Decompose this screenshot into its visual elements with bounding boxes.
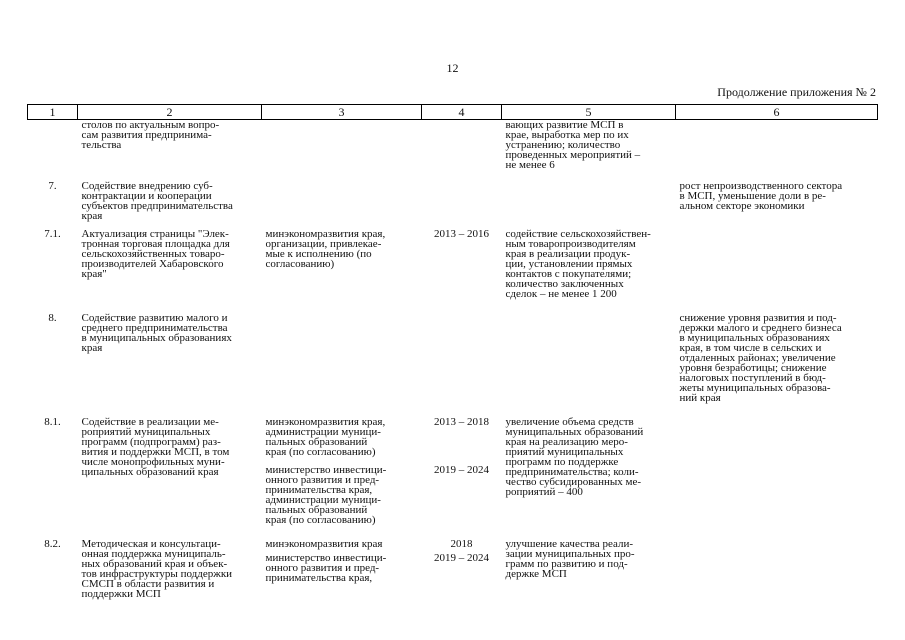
row-executor bbox=[262, 417, 422, 539]
row-years bbox=[422, 539, 502, 609]
row-number: 8. bbox=[48, 311, 57, 324]
row-years bbox=[422, 417, 502, 539]
row-result bbox=[502, 181, 676, 229]
row-executor-primary: минэкономразвития края bbox=[265, 537, 383, 550]
table-row bbox=[28, 120, 878, 181]
row-activity: столов по актуальным вопро- сам развития предпринима- тельства bbox=[81, 119, 220, 151]
table-row bbox=[28, 181, 878, 229]
row-activity: Содействие в реализации ме- роприятий муниципальных программ (подпрограмм) раз- вития и поддержки МСП, в том числе монопрофильных муни- ципальных образований края bbox=[81, 415, 230, 478]
row-result: увеличение объема средств муниципальных образований края на реализацию меро- приятий муниципальных программ по поддержке предпринимательства; коли- чество субсидированных ме- роприятий – 400 bbox=[505, 415, 644, 498]
row-effect bbox=[676, 539, 878, 609]
row-number: 8.1. bbox=[44, 415, 61, 428]
row-years: 2013 – 2016 bbox=[434, 227, 489, 240]
row-activity: Актуализация страницы "Элек- тронная торговая площадка для сельскохозяйственных товаро- производителей Хабаровского края" bbox=[81, 227, 230, 280]
row-number: 8.2. bbox=[44, 537, 61, 550]
row-number: 7. bbox=[48, 179, 57, 192]
row-executor bbox=[262, 313, 422, 417]
table-row bbox=[28, 313, 878, 417]
row-years-primary: 2018 bbox=[450, 537, 473, 550]
row-years-secondary: 2019 – 2024 bbox=[434, 463, 489, 476]
row-years bbox=[422, 120, 502, 181]
row-executor: минэкономразвития края, организации, привлекае- мые к исполнению (по согласованию) bbox=[265, 227, 386, 270]
row-effect: рост непроизводственного сектора в МСП, уменьшение доли в ре- альном секторе экономики bbox=[679, 179, 843, 212]
row-executor-primary: минэкономразвития края, администрации муници- пальных образований края (по согласованию) bbox=[265, 415, 386, 458]
row-effect bbox=[676, 229, 878, 313]
header-col-5: 5 bbox=[502, 105, 676, 120]
row-executor bbox=[262, 120, 422, 181]
row-result: улучшение качества реали- зации муниципальных про- грамм по развитию и под- держке МСП bbox=[505, 537, 635, 580]
table-row bbox=[28, 539, 878, 609]
header-row bbox=[28, 105, 878, 120]
header-col-2: 2 bbox=[78, 105, 262, 120]
row-result: вающих развитие МСП в крае, выработка мер по их устранению; количество проведенных мероприятий – не менее 6 bbox=[505, 119, 641, 171]
appendix-table bbox=[27, 104, 878, 609]
row-years-secondary: 2019 – 2024 bbox=[434, 551, 489, 564]
continuation-label: Продолжение приложения № 2 bbox=[717, 85, 876, 99]
table-row bbox=[28, 229, 878, 313]
row-years bbox=[422, 181, 502, 229]
row-effect: снижение уровня развития и под- держки малого и среднего бизнеса в муниципальных образованиях края, в том числе в сельских и отдаленных районах; увеличение уровня безработицы; снижение налоговых поступлений в бюд- жеты муниципальных образова- ний края bbox=[679, 311, 842, 404]
row-result: содействие сельскохозяйствен- ным товаропроизводителям края в реализации продук- ции, установлении прямых контактов с покупателями; количество заключенных сделок – не менее 1 200 bbox=[505, 227, 651, 300]
row-activity: Содействие развитию малого и среднего предпринимательства в муниципальных образованиях края bbox=[81, 311, 232, 354]
row-executor bbox=[262, 539, 422, 609]
header-col-6: 6 bbox=[676, 105, 878, 120]
row-activity: Содействие внедрению суб- контрактации и кооперации субъектов предпринимательства края bbox=[81, 179, 233, 222]
header-col-3: 3 bbox=[262, 105, 422, 120]
row-number: 7.1. bbox=[44, 227, 61, 240]
row-result bbox=[502, 313, 676, 417]
row-years-primary: 2013 – 2018 bbox=[434, 415, 489, 428]
header-col-4: 4 bbox=[422, 105, 502, 120]
row-executor bbox=[262, 181, 422, 229]
row-number bbox=[28, 120, 78, 181]
table-row bbox=[28, 417, 878, 539]
row-executor-secondary: министерство инвестици- онного развития и пред- принимательства края, bbox=[265, 551, 387, 584]
row-effect bbox=[676, 417, 878, 539]
header-col-1: 1 bbox=[28, 105, 78, 120]
row-activity: Методическая и консультаци- онная поддержка муниципаль- ных образований края и объек- тов инфраструктуры поддержки СМСП в области развития и поддержки МСП bbox=[81, 537, 233, 600]
row-effect bbox=[676, 120, 878, 181]
row-years bbox=[422, 313, 502, 417]
page-number: 12 bbox=[446, 61, 459, 75]
row-executor-secondary: министерство инвестици- онного развития и пред- принимательства края, администрации муници- пальных образований края (по согласованию) bbox=[265, 463, 387, 526]
